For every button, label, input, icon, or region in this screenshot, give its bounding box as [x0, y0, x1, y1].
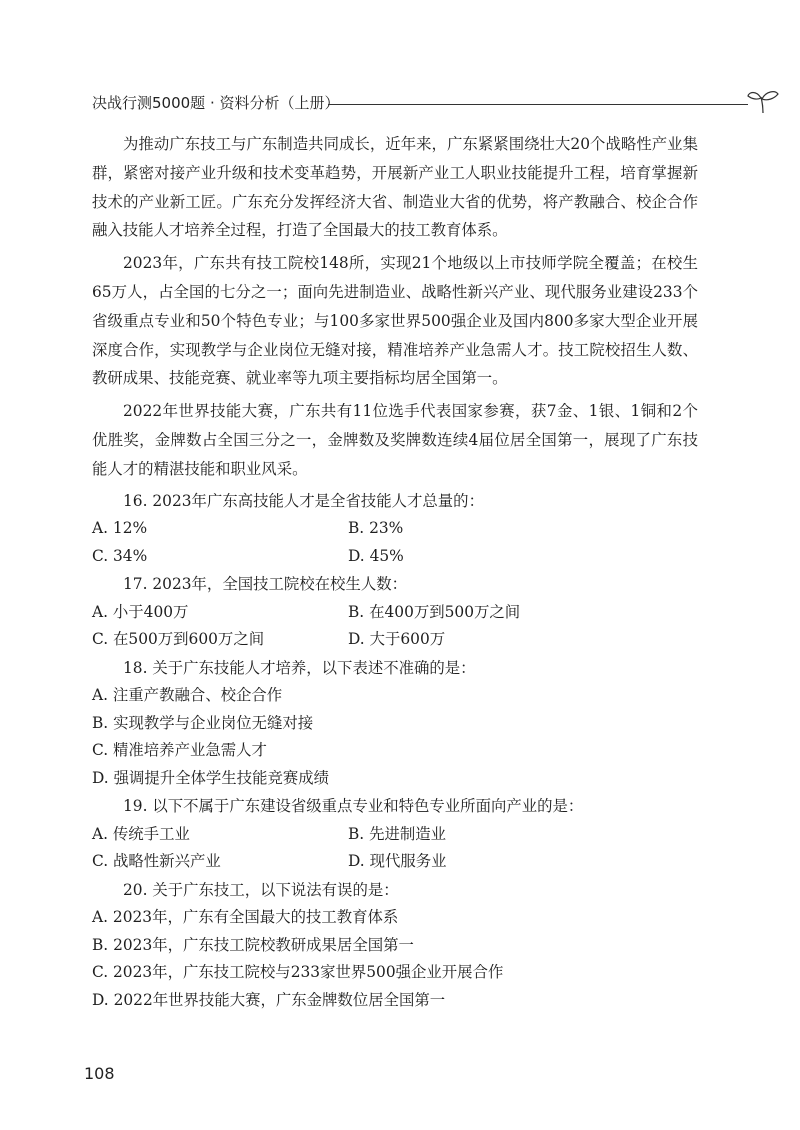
option-c: C. 34% — [92, 546, 148, 565]
option-d: D. 现代服务业 — [348, 852, 447, 871]
question-stem: 16. 2023年广东高技能人才是全省技能人才总量的： — [123, 491, 484, 510]
option-a: A. 注重产教融合、校企合作 — [92, 686, 283, 705]
option-b: B. 在400万到500万之间 — [348, 602, 521, 621]
option-a: A. 小于400万 — [92, 602, 189, 621]
option-b: B. 先进制造业 — [348, 824, 447, 843]
option-c: C. 在500万到600万之间 — [92, 630, 265, 649]
sprout-icon — [746, 88, 780, 114]
option-d: D. 大于600万 — [348, 630, 446, 649]
running-header — [92, 92, 692, 116]
option-b: B. 23% — [348, 519, 404, 538]
option-row — [92, 626, 698, 654]
page-content — [92, 130, 698, 1014]
question-stem: 17. 2023年，全国技工院校在校生人数： — [123, 575, 408, 594]
option-row — [92, 515, 698, 543]
page-number: 108 — [84, 1064, 115, 1083]
passage-paragraph-1: 为推动广东技工与广东制造共同成长，近年来，广东紧紧围绕壮大20个战略性产业集群，紧密对接产业升级和技术变革趋势，开展新产业工人职业技能提升工程，培育掌握新技术的产业新工匠。广东充分发挥经济大省、制造业大省的优势，将产教融合、校企合作融入技能人才培养全过程，打造了全国最大的技工教育体系。 — [92, 135, 698, 240]
book-title: 决战行测5000题 · 资料分析（上册） — [92, 94, 340, 112]
question-stem: 19. 以下不属于广东建设省级重点专业和特色专业所面向产业的是： — [123, 797, 584, 816]
option-c: C. 2023年，广东技工院校与233家世界500强企业开展合作 — [92, 963, 504, 982]
question-18 — [92, 655, 698, 793]
option-c: C. 战略性新兴产业 — [92, 852, 221, 871]
option-row — [92, 848, 698, 876]
option-row — [92, 543, 698, 571]
option-b: B. 实现教学与企业岗位无缝对接 — [92, 713, 314, 732]
option-c: C. 精准培养产业急需人才 — [92, 741, 267, 760]
option-d: D. 45% — [348, 546, 404, 565]
option-d: D. 2022年世界技能大赛，广东金牌数位居全国第一 — [92, 990, 446, 1009]
option-b: B. 2023年，广东技工院校教研成果居全国第一 — [92, 935, 414, 954]
option-d: D. 强调提升全体学生技能竞赛成绩 — [92, 768, 330, 787]
question-16 — [92, 488, 698, 571]
option-a: A. 传统手工业 — [92, 824, 190, 843]
passage-paragraph-2: 2023年，广东共有技工院校148所，实现21个地级以上市技师学院全覆盖；在校生65万人，占全国的七分之一；面向先进制造业、战略性新兴产业、现代服务业建设233个省级重点专业和50个特色专业；与100多家世界500强企业及国内800多家大型企业开展深度合作，实现教学与企业岗位无缝对接，精准培养产业急需人才。技工院校招生人数、教研成果、技能竞赛、就业率等九项主要指标均居全国第一。 — [92, 254, 698, 388]
option-a: A. 2023年，广东有全国最大的技工教育体系 — [92, 908, 399, 927]
option-row — [92, 599, 698, 627]
question-20 — [92, 877, 698, 1015]
question-19 — [92, 793, 698, 876]
question-stem: 20. 关于广东技工，以下说法有误的是： — [123, 880, 399, 899]
option-a: A. 12% — [92, 519, 148, 538]
question-stem: 18. 关于广东技能人才培养，以下表述不准确的是： — [123, 658, 476, 677]
passage-paragraph-3: 2022年世界技能大赛，广东共有11位选手代表国家参赛，获7金、1银、1铜和2个优胜奖，金牌数占全国三分之一，金牌数及奖牌数连续4届位居全国第一，展现了广东技能人才的精湛技能和职业风采。 — [92, 402, 698, 478]
option-row — [92, 821, 698, 849]
question-17 — [92, 571, 698, 654]
header-rule — [328, 104, 748, 105]
